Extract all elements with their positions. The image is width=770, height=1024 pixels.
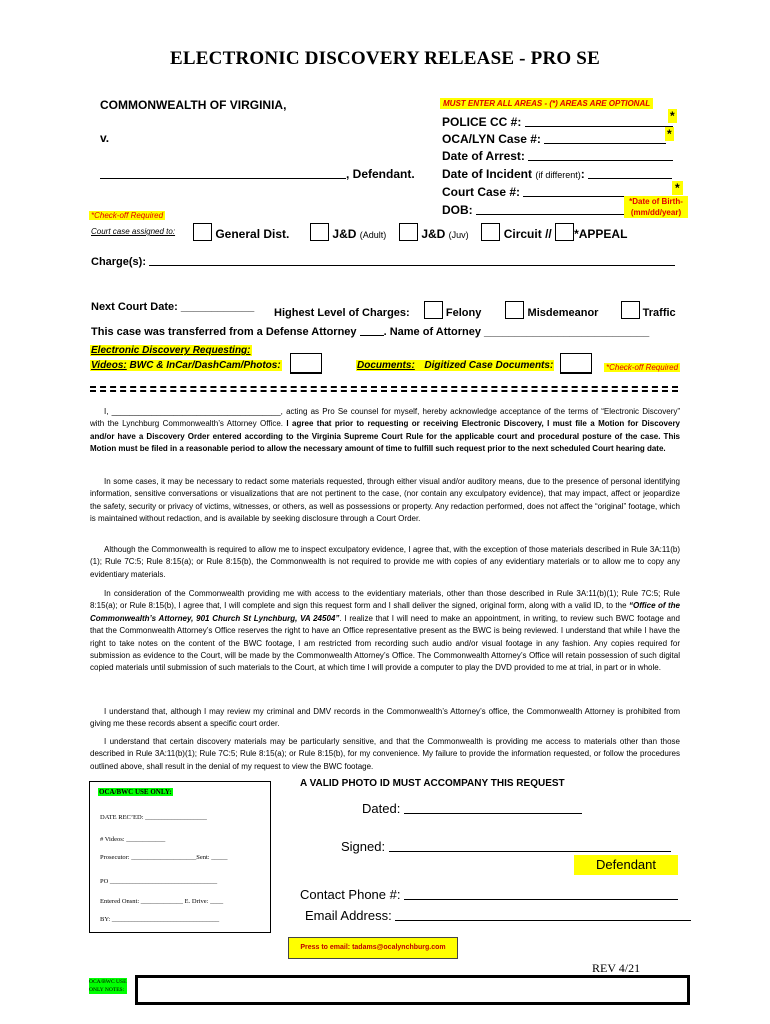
commonwealth-label: COMMONWEALTH OF VIRGINIA, xyxy=(100,98,287,112)
section-divider xyxy=(90,386,678,388)
p4-intro: In consideration of the Commonwealth providing me with access to the evidentiary materials, other than those described in Rule 3A:11(b)(1); Rule 7C:5; Rule 8:15(a); or Rule 8:15(b), I agree that, I will complete and sign this request form and I shall deliver the signed, original form, along with a valid ID, to the xyxy=(90,589,680,611)
terms-paragraph-1 xyxy=(90,406,680,456)
terms-paragraph-4 xyxy=(90,588,680,675)
court-case-label: Court Case #: xyxy=(442,185,521,199)
traffic-label: Traffic xyxy=(642,307,676,319)
videos-text: BWC & InCar/DashCam/Photos: xyxy=(129,360,281,371)
date-incident-label: Date of Incident xyxy=(442,167,533,181)
discovery-requesting-heading: Electronic Discovery Requesting: xyxy=(91,345,251,356)
p5-text: I understand that, although I may review my criminal and DMV records in the Commonwealth’s Attorney’s office, the Commonwealth Attorney is prohibited from giving me these records absent a specific court order. xyxy=(90,707,680,729)
next-court-date[interactable]: Next Court Date: ____________ xyxy=(91,301,255,313)
dated-field[interactable] xyxy=(362,801,582,816)
highest-level-label: Highest Level of Charges: xyxy=(274,307,410,319)
if-different-note: (if different) xyxy=(535,170,581,180)
felony-checkbox[interactable] xyxy=(424,301,443,319)
dob-label: DOB: xyxy=(442,203,473,217)
revision-label: REV 4/21 xyxy=(592,961,641,975)
oca-lyn-label: OCA/LYN Case #: xyxy=(442,132,541,146)
press-to-email-button[interactable]: Press to email: tadams@ocalynchburg.com xyxy=(288,937,458,959)
notes-box[interactable] xyxy=(135,975,690,1005)
charges-label: Charge(s): xyxy=(91,256,147,268)
date-incident-field[interactable]: Date of Incident (if different): xyxy=(442,166,672,181)
p4-address: “Office of the Commonwealth’s Attorney, 901 Church St Lynchburg, VA 24504” xyxy=(90,601,680,623)
juv-note: (Juv) xyxy=(448,230,469,240)
misdemeanor-label: Misdemeanor xyxy=(527,307,599,319)
requesting-checkoff-note: *Check-off Required xyxy=(606,363,679,372)
dob-field[interactable] xyxy=(442,202,624,217)
terms-paragraph-2 xyxy=(90,476,680,526)
p3-text: Although the Commonwealth is required to allow me to inspect exculpatory evidence, I agree that, with the exception of those materials described in Rule 3A:11(b)(1); Rule 7C:5; Rule 8:15(a); or Rule 8:15(b), the Commonwealth is not required to provide me with copies of any evidentiary materials or to allow me to copy any evidentiary materials. xyxy=(90,545,680,579)
appeal-label: *APPEAL xyxy=(574,227,628,241)
p2-text: In some cases, it may be necessary to redact some materials requested, through either visual and/or auditory means, due to the presence of personal identifying information, sensitive conversations or visualizations that are not pertinent to the case, (nor contain any exculpatory evidence), that may impact, affect or jeopardize the safety, security or privacy of victims, witnesses, or others, as well as possessions or property. Any redaction performed, does not affect the “original” footage, which is maintained without redaction, and is available by seeking disclosure through a Court Order. xyxy=(90,477,680,524)
p1-bold: I agree that prior to requesting or receiving Electronic Discovery, I must file a Motion for Discovery and/or have a Discovery Order entered according to the Virginia Supreme Court Rule for the applicable court and procedural posture of the case. This Motion must be filed in a reasonable period to allow the necessary amount of time to fulfill such request prior to the next scheduled Court hearing date. xyxy=(90,419,681,454)
defendant-badge: Defendant xyxy=(574,855,678,875)
adult-note: (Adult) xyxy=(359,230,387,240)
email-label: Email Address: xyxy=(305,908,392,923)
date-arrest-label: Date of Arrest: xyxy=(442,149,525,163)
police-cc-label: POLICE CC #: xyxy=(442,115,522,129)
terms-paragraph-6 xyxy=(90,736,680,773)
p1-intro: I, ______________________________________, acting as Pro Se counsel for myself, hereby acknowledge acceptance of the terms of “Electronic Discovery” with the Lynchburg Commonwealth’s Attorney Office. xyxy=(90,407,680,429)
charges-field[interactable] xyxy=(91,253,675,268)
p6-text: I understand that certain discovery materials may be particularly sensitive, and that the Commonwealth is providing me access to materials other than those described in Rule 3A:11(b)(1); Rule 7C:5; Rule 8:15(a); or Rule 8:15(b), for my convenience. My failure to provide the information requested, or follow the procedures outlined above, shall result in the denial of my request to view the BWC footage. xyxy=(90,737,680,771)
terms-paragraph-3 xyxy=(90,544,680,581)
highest-level-row xyxy=(274,301,676,319)
felony-label: Felony xyxy=(445,307,482,319)
entered-field[interactable]: Entered Onsnt: _____________ E. Drive: ____ xyxy=(100,898,224,905)
contact-phone-label: Contact Phone #: xyxy=(300,887,401,902)
defendant-line[interactable] xyxy=(100,166,415,181)
page-title: ELECTRONIC DISCOVERY RELEASE - PRO SE xyxy=(170,48,600,69)
circuit-checkbox[interactable] xyxy=(481,223,500,241)
defendant-label: , Defendant. xyxy=(346,167,415,181)
documents-row xyxy=(356,360,554,371)
videos-row xyxy=(90,360,282,371)
general-dist-checkbox[interactable] xyxy=(193,223,212,241)
p4-rest: . I realize that I will need to make an appointment, in writing, to review such BWC footage and that the Commonwealth Attorney’s Office reserves the right to have an Office representative present as the BWC is being reviewed. I understand that while I have the right to take notes on the content of the BWC footage, I am restricted from recording such audio and/or visual footage in any fashion. Any copies required for submission as evidence to the Court, will be made by the Commonwealth Attorney’s Office. The Commonwealth Attorney’s Office will retain possession of such digital copied materials until submission of such materials to the Court, at which time I will provide a computer to play the DVD provided to me at trial, in part or in whole. xyxy=(90,613,680,673)
general-dist-label: General Dist. xyxy=(215,227,290,241)
documents-text: Digitized Case Documents: xyxy=(424,360,554,371)
circuit-label: Circuit xyxy=(503,227,542,241)
traffic-checkbox[interactable] xyxy=(621,301,640,319)
oca-lyn-field[interactable] xyxy=(442,131,666,146)
signed-label: Signed: xyxy=(341,839,386,854)
email-field[interactable] xyxy=(305,908,691,923)
documents-label: Documents: xyxy=(357,360,415,371)
office-use-heading: OCA/BWC USE ONLY: xyxy=(99,788,172,796)
versus-label: v. xyxy=(100,131,110,145)
jd-juv-label: J&D xyxy=(421,227,446,241)
court-case-optional-star: * xyxy=(672,181,683,195)
contact-phone-field[interactable] xyxy=(300,887,678,902)
jd-juv-checkbox[interactable] xyxy=(399,223,418,241)
terms-paragraph-5 xyxy=(90,706,680,731)
videos-label: Videos: xyxy=(91,360,127,371)
attorney-name-field[interactable]: . Name of Attorney ___________________________ xyxy=(383,326,650,338)
date-arrest-field[interactable] xyxy=(442,148,673,163)
jd-adult-label: J&D xyxy=(332,227,357,241)
oca-lyn-optional-star: * xyxy=(667,127,672,141)
photo-id-notice: A VALID PHOTO ID MUST ACCOMPANY THIS REQUEST xyxy=(300,778,565,789)
appeal-checkbox[interactable] xyxy=(555,223,574,241)
by-field[interactable]: BY: _________________________________ xyxy=(100,916,220,923)
transferred-row xyxy=(91,323,649,338)
po-field[interactable]: PO _________________________________ xyxy=(100,878,218,885)
jd-adult-checkbox[interactable] xyxy=(310,223,329,241)
slashes: // xyxy=(545,227,552,241)
videos-count-field[interactable]: # Videos: ____________ xyxy=(100,836,166,843)
prosecutor-field[interactable]: Prosecutor: ____________________Sent: _____ xyxy=(100,854,228,861)
notes-label: OCA/BWC USE ONLY NOTES: xyxy=(89,979,127,993)
must-enter-notice: MUST ENTER ALL AREAS - (*) AREAS ARE OPTIONAL xyxy=(440,98,653,109)
videos-checkbox[interactable] xyxy=(290,353,322,374)
transferred-label: This case was transferred from a Defense Attorney xyxy=(91,326,357,338)
transferred-blank[interactable] xyxy=(360,323,384,336)
court-options-row xyxy=(193,223,627,241)
police-cc-field[interactable] xyxy=(442,114,673,129)
date-received-field[interactable]: DATE REC’ED: ___________________ xyxy=(100,814,207,821)
court-assigned-label: Court case assigned to: xyxy=(91,227,176,236)
misdemeanor-checkbox[interactable] xyxy=(505,301,524,319)
signed-field[interactable] xyxy=(341,839,671,854)
office-use-box xyxy=(89,781,271,933)
documents-checkbox[interactable] xyxy=(560,353,592,374)
police-cc-optional-star: * xyxy=(670,109,675,123)
section-divider-2 xyxy=(90,390,678,392)
checkoff-required-note: *Check-off Required xyxy=(91,211,164,220)
date-birth-note: *Date of Birth-(mm/dd/year) xyxy=(624,196,688,218)
dated-label: Dated: xyxy=(362,801,401,816)
